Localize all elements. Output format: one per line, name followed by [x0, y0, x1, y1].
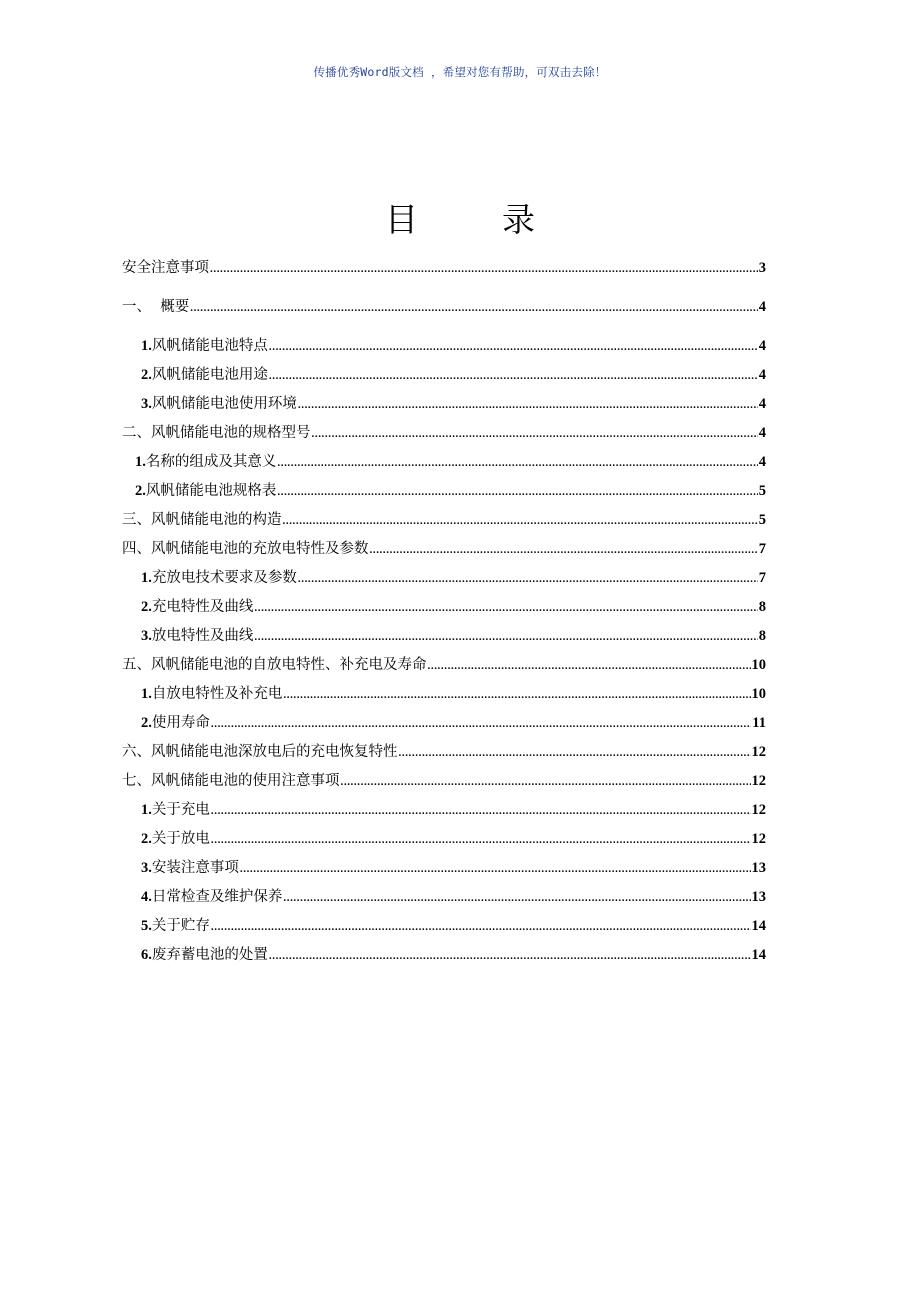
toc-entry-label: 自放电特性及补充电 [151, 686, 283, 702]
toc-entry-label: 风帆储能电池特点 [151, 338, 268, 354]
toc-entry-label: 四、风帆储能电池的充放电特性及参数 [122, 541, 369, 557]
toc-entry-number: 1. [141, 338, 152, 354]
toc-entry-spec-table[interactable] [122, 477, 766, 506]
toc-entry-page: 4 [758, 338, 766, 354]
toc-leader [190, 294, 758, 323]
toc-leader [211, 797, 751, 826]
toc-entry-page: 5 [758, 483, 766, 499]
table-of-contents [122, 254, 766, 970]
toc-entry-about-discharging[interactable] [122, 825, 766, 854]
toc-entry-number: 1. [141, 570, 152, 586]
toc-entry-charge-curve[interactable] [122, 593, 766, 622]
toc-entry-label: 二、风帆储能电池的规格型号 [122, 425, 311, 441]
toc-entry-page: 11 [752, 715, 766, 731]
toc-entry-page: 5 [758, 512, 766, 528]
toc-entry-number: 4. [141, 889, 152, 905]
toc-entry-label: 风帆储能电池使用环境 [151, 396, 297, 412]
toc-entry-page: 4 [758, 396, 766, 412]
toc-entry-overview[interactable] [122, 293, 766, 322]
toc-entry-number: 1. [141, 686, 152, 702]
toc-entry-label: 风帆储能电池用途 [151, 367, 268, 383]
header-note: 传播优秀Word版文档 ，希望对您有帮助，可双击去除！ [313, 65, 607, 79]
toc-entry-page: 4 [758, 299, 766, 315]
toc-entry-deep-discharge[interactable] [122, 738, 766, 767]
toc-entry-maintenance[interactable] [122, 883, 766, 912]
toc-entry-label: 关于放电 [151, 831, 210, 847]
toc-entry-number: 3. [141, 860, 152, 876]
toc-entry-number: 5. [141, 918, 152, 934]
toc-leader [277, 449, 757, 478]
toc-entry-environment[interactable] [122, 390, 766, 419]
toc-entry-construction[interactable] [122, 506, 766, 535]
toc-entry-number: 2. [141, 715, 152, 731]
toc-entry-disposal[interactable] [122, 941, 766, 970]
toc-leader [211, 913, 751, 942]
toc-entry-about-charging[interactable] [122, 796, 766, 825]
toc-entry-uses[interactable] [122, 361, 766, 390]
toc-entry-number: 6. [141, 947, 152, 963]
toc-entry-precautions[interactable] [122, 767, 766, 796]
title-char-1: 目 [385, 200, 418, 240]
toc-entry-number: 2. [141, 599, 152, 615]
toc-entry-page: 8 [758, 599, 766, 615]
toc-entry-label: 关于贮存 [151, 918, 210, 934]
toc-leader [341, 768, 751, 797]
toc-entry-label: 充电特性及曲线 [151, 599, 254, 615]
toc-entry-label: 一、 概要 [122, 299, 190, 315]
toc-entry-label: 三、风帆储能电池的构造 [122, 512, 282, 528]
toc-leader [370, 536, 758, 565]
toc-entry-discharge-curve[interactable] [122, 622, 766, 651]
toc-entry-page: 8 [758, 628, 766, 644]
toc-leader [283, 681, 750, 710]
toc-entry-features[interactable] [122, 332, 766, 361]
toc-leader [428, 652, 751, 681]
toc-entry-label: 名称的组成及其意义 [145, 454, 277, 470]
toc-leader [254, 623, 757, 652]
toc-leader [269, 942, 751, 971]
toc-entry-charge-discharge[interactable] [122, 535, 766, 564]
toc-entry-label: 七、风帆储能电池的使用注意事项 [122, 773, 340, 789]
toc-entry-number: 3. [141, 396, 152, 412]
toc-entry-page: 12 [751, 744, 766, 760]
toc-entry-page: 10 [751, 657, 766, 673]
toc-leader [298, 565, 758, 594]
toc-entry-page: 12 [751, 831, 766, 847]
toc-entry-installation[interactable] [122, 854, 766, 883]
toc-entry-page: 3 [758, 260, 766, 276]
toc-entry-page: 7 [758, 541, 766, 557]
title-char-2: 录 [502, 200, 535, 240]
toc-leader [211, 710, 751, 739]
toc-leader [312, 420, 758, 449]
toc-leader [269, 333, 758, 362]
toc-leader [277, 478, 757, 507]
toc-entry-self-discharge[interactable] [122, 651, 766, 680]
toc-entry-number: 1. [141, 802, 152, 818]
toc-entry-specs[interactable] [122, 419, 766, 448]
toc-leader [269, 362, 758, 391]
page-title [0, 194, 920, 241]
toc-entry-safety[interactable] [122, 254, 766, 283]
toc-entry-label: 充放电技术要求及参数 [151, 570, 297, 586]
toc-leader [210, 255, 758, 284]
toc-entry-requirements[interactable] [122, 564, 766, 593]
toc-entry-label: 五、风帆储能电池的自放电特性、补充电及寿命 [122, 657, 427, 673]
toc-leader [298, 391, 758, 420]
toc-entry-number: 2. [141, 831, 152, 847]
toc-entry-label: 风帆储能电池规格表 [145, 483, 277, 499]
toc-entry-label: 安全注意事项 [122, 260, 209, 276]
toc-entry-lifespan[interactable] [122, 709, 766, 738]
toc-entry-label: 使用寿命 [151, 715, 210, 731]
toc-entry-page: 14 [751, 918, 766, 934]
toc-entry-recharge[interactable] [122, 680, 766, 709]
toc-leader [283, 507, 758, 536]
toc-entry-storage[interactable] [122, 912, 766, 941]
toc-leader [283, 884, 750, 913]
toc-entry-number: 3. [141, 628, 152, 644]
toc-entry-number: 2. [141, 367, 152, 383]
toc-entry-label: 废弃蓄电池的处置 [151, 947, 268, 963]
toc-entry-label: 放电特性及曲线 [151, 628, 254, 644]
toc-leader [240, 855, 751, 884]
toc-leader [399, 739, 751, 768]
toc-entry-naming[interactable] [122, 448, 766, 477]
toc-entry-label: 关于充电 [151, 802, 210, 818]
toc-entry-number: 2. [135, 483, 146, 499]
toc-entry-page: 12 [751, 773, 766, 789]
toc-entry-label: 安装注意事项 [151, 860, 239, 876]
toc-entry-label: 日常检查及维护保养 [151, 889, 283, 905]
toc-entry-page: 13 [751, 889, 766, 905]
toc-leader [254, 594, 757, 623]
toc-entry-label: 六、风帆储能电池深放电后的充电恢复特性 [122, 744, 398, 760]
toc-entry-number: 1. [135, 454, 146, 470]
toc-entry-page: 13 [751, 860, 766, 876]
toc-leader [211, 826, 751, 855]
toc-entry-page: 14 [751, 947, 766, 963]
toc-entry-page: 4 [758, 425, 766, 441]
toc-entry-page: 10 [751, 686, 766, 702]
toc-entry-page: 7 [758, 570, 766, 586]
toc-entry-page: 12 [751, 802, 766, 818]
toc-entry-page: 4 [758, 367, 766, 383]
toc-entry-page: 4 [758, 454, 766, 470]
